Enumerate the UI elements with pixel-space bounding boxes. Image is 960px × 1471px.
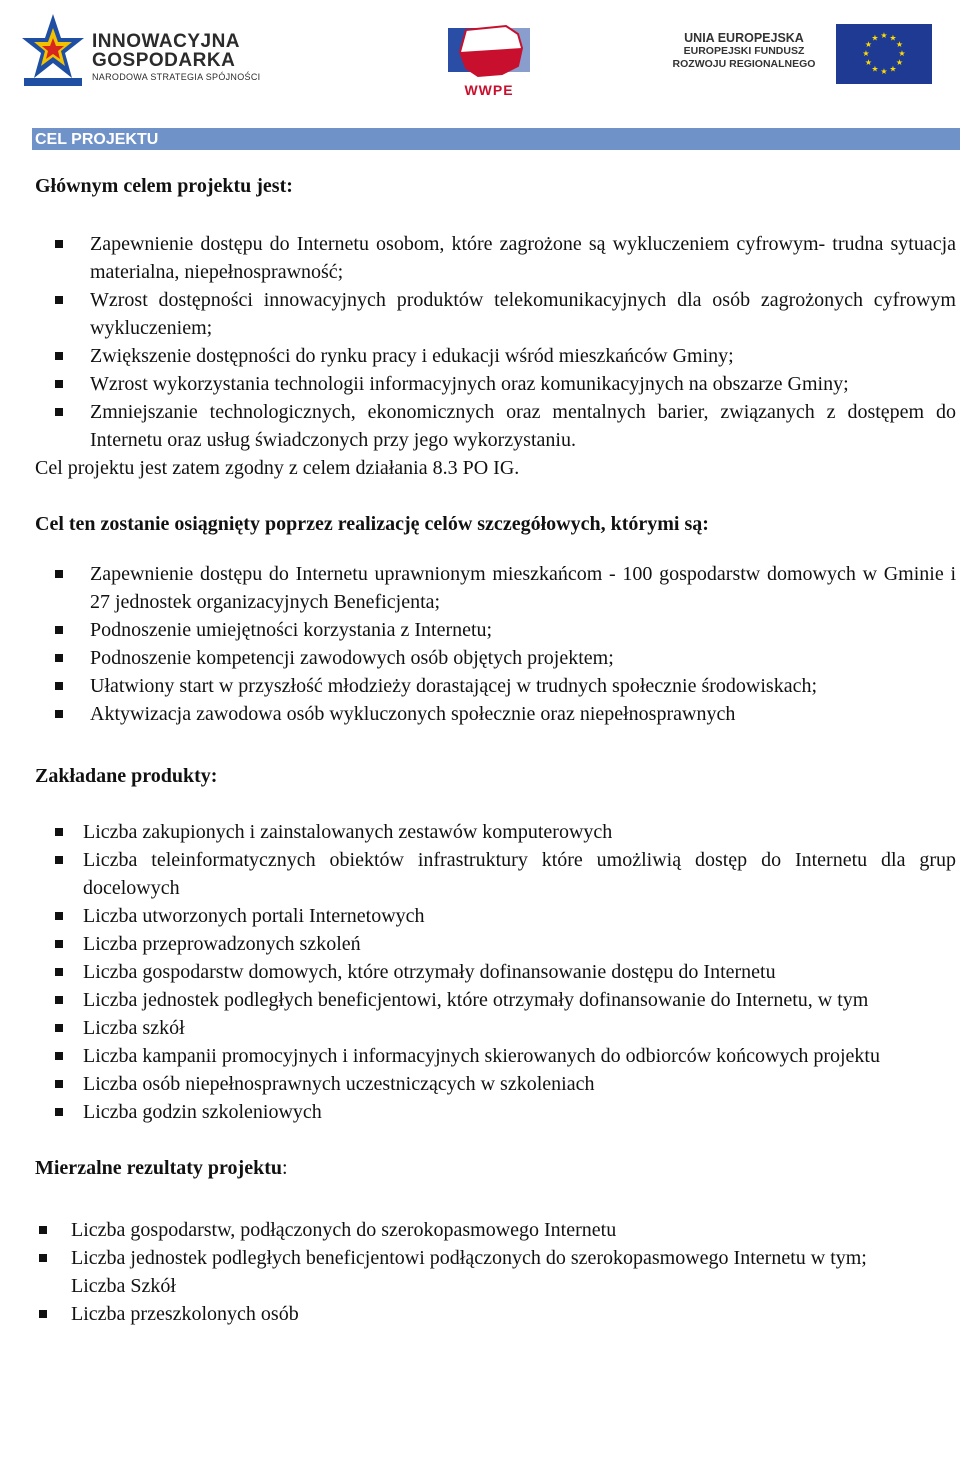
list-item: Zwiększenie dostępności do rynku pracy i edukacji wśród mieszkańców Gminy;: [35, 342, 956, 370]
section-title-bar: CEL PROJEKTU: [32, 128, 960, 150]
eu-logo: [662, 24, 934, 84]
list-item: Aktywizacja zawodowa osób wykluczonych społecznie oraz niepełnosprawnych: [35, 700, 956, 728]
svg-text:★: ★: [864, 40, 873, 49]
svg-text:★: ★: [864, 58, 873, 67]
list-item: Zapewnienie dostępu do Internetu osobom, które zagrożone są wykluczeniem cyfrowym- trudna sytuacja materialna, niepełnosprawność;: [35, 230, 956, 286]
list-item: Liczba osób niepełnosprawnych uczestniczących w szkoleniach: [35, 1070, 956, 1098]
results-heading-suffix: :: [281, 1157, 288, 1179]
list-item: Zapewnienie dostępu do Internetu uprawnionym mieszkańcom - 100 gospodarstw domowych w Gminie i 27 jednostek organizacyjnych Beneficjenta;: [35, 560, 956, 616]
logo-ig-line2: GOSPODARKA: [92, 50, 236, 71]
list-item: Liczba jednostek podległych beneficjentowi, które otrzymały dofinansowanie do Internetu, w tym: [35, 986, 956, 1014]
products-list: [35, 818, 956, 1126]
specific-goals-heading: Cel ten zostanie osiągnięty poprzez realizację celów szczegółowych, którymi są:: [35, 513, 709, 535]
svg-text:★: ★: [889, 33, 897, 43]
logo-ue-line3: ROZWOJU REGIONALNEGO: [672, 58, 816, 70]
list-item: Liczba godzin szkoleniowych: [35, 1098, 956, 1126]
list-item: Liczba przeprowadzonych szkoleń: [35, 930, 956, 958]
svg-text:★: ★: [871, 64, 879, 74]
main-goal-list: [35, 230, 956, 454]
list-item: Liczba gospodarstw, podłączonych do szerokopasmowego Internetu: [35, 1216, 956, 1244]
products-heading: Zakładane produkty:: [35, 765, 218, 787]
list-item: Liczba przeszkolonych osób: [35, 1300, 956, 1328]
header-logos: [0, 0, 960, 110]
results-list-cont: [35, 1300, 956, 1328]
list-item: Zmniejszanie technologicznych, ekonomicznych oraz mentalnych barier, związanych z dostępem do Internetu oraz usług świadczonych przy jego wykorzystaniu.: [35, 398, 956, 454]
svg-text:★: ★: [880, 67, 888, 76]
star-emblem-icon: [22, 14, 84, 88]
main-goal-conclusion: Cel projektu jest zatem zgodny z celem działania 8.3 PO IG.: [35, 457, 520, 479]
results-heading: [35, 1154, 956, 1182]
wwpe-logo: [448, 22, 530, 102]
logo-ig-line3: NARODOWA STRATEGIA SPÓJNOŚCI: [92, 72, 261, 82]
logo-ig-line1: INNOWACYJNA: [92, 31, 241, 52]
list-item: Ułatwiony start w przyszłość młodzieży dorastającej w trudnych społecznie środowiskach;: [35, 672, 956, 700]
eu-flag-icon: [836, 24, 932, 84]
innowacyjna-gospodarka-logo: [22, 14, 282, 94]
list-item: Liczba szkół: [35, 1014, 956, 1042]
results-sub-line: Liczba Szkół: [71, 1275, 176, 1297]
svg-text:★: ★: [871, 33, 879, 43]
list-item: Wzrost dostępności innowacyjnych produktów telekomunikacyjnych dla osób zagrożonych cyfrowym wykluczeniem;: [35, 286, 956, 342]
list-item: Podnoszenie kompetencji zawodowych osób objętych projektem;: [35, 644, 956, 672]
svg-text:★: ★: [880, 31, 888, 40]
list-item: Liczba teleinformatycznych obiektów infrastruktury które umożliwią dostęp do Internetu dla grup docelowych: [35, 846, 956, 902]
logo-ue-line1: UNIA EUROPEJSKA: [684, 31, 804, 45]
wwpe-label: WWPE: [464, 82, 514, 98]
results-heading-text: Mierzalne rezultaty projektu: [35, 1157, 282, 1179]
svg-text:★: ★: [889, 64, 897, 74]
results-list: [35, 1216, 956, 1272]
list-item: Liczba jednostek podległych beneficjentowi podłączonych do szerokopasmowego Internetu w tym;: [35, 1244, 956, 1272]
svg-text:★: ★: [862, 49, 870, 58]
poland-map-icon: [448, 22, 530, 80]
document-body: [35, 172, 956, 1328]
specific-goals-list: [35, 560, 956, 728]
logo-ue-line2: EUROPEJSKI FUNDUSZ: [683, 45, 805, 57]
list-item: Podnoszenie umiejętności korzystania z Internetu;: [35, 616, 956, 644]
list-item: Liczba gospodarstw domowych, które otrzymały dofinansowanie dostępu do Internetu: [35, 958, 956, 986]
list-item: Liczba zakupionych i zainstalowanych zestawów komputerowych: [35, 818, 956, 846]
svg-text:★: ★: [895, 40, 904, 49]
main-goal-heading: Głównym celem projektu jest:: [35, 175, 293, 197]
list-item: Wzrost wykorzystania technologii informacyjnych oraz komunikacyjnych na obszarze Gminy;: [35, 370, 956, 398]
svg-text:★: ★: [895, 58, 904, 67]
list-item: Liczba utworzonych portali Internetowych: [35, 902, 956, 930]
list-item: Liczba kampanii promocyjnych i informacyjnych skierowanych do odbiorców końcowych projektu: [35, 1042, 956, 1070]
svg-text:★: ★: [898, 49, 906, 58]
